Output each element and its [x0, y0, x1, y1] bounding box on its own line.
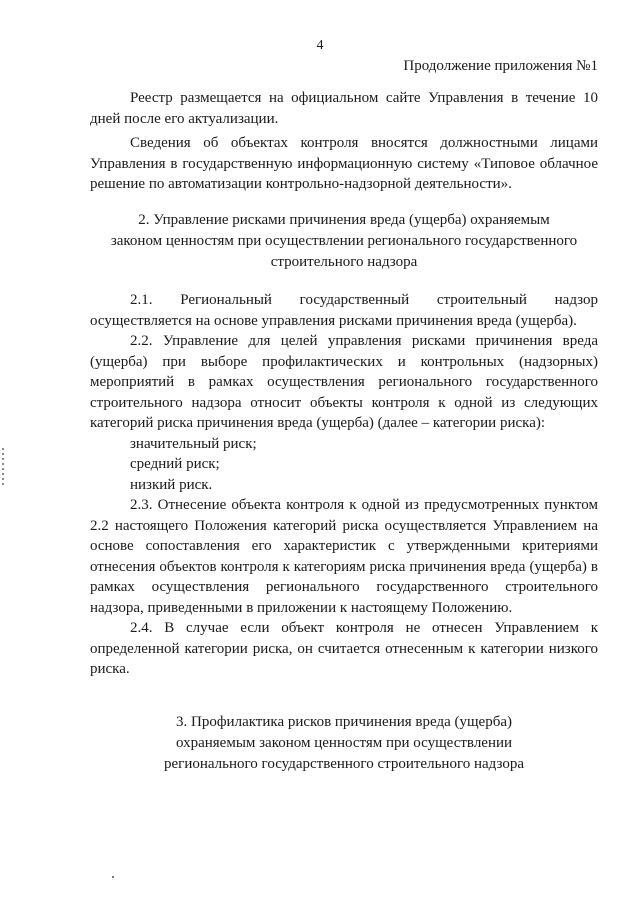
- risk-level-item: значительный риск;: [130, 435, 257, 452]
- page-number: 4: [316, 38, 324, 53]
- paragraph-2-1: 2.1. Региональный государственный строительный надзор осуществляется на основе управления рисками причинения вреда (ущерба).: [90, 292, 598, 329]
- paragraph-2-3: 2.3. Отнесение объекта контроля к одной из предусмотренных пунктом 2.2 настоящего Положения категорий риска осуществляется Управлением на основе сопоставления его характеристик с утвержденными критериями отнесения объектов контроля к категориям риска причинения вреда (ущерба) в рамках осуществления регионального государственного строительного надзора, приведенными в приложении к настоящему Положению.: [90, 497, 598, 616]
- section-2-heading-line: 2. Управление рисками причинения вреда (ущерба) охраняемым: [138, 212, 550, 228]
- section-3-heading-line: регионального государственного строительного надзора: [164, 756, 524, 772]
- scan-edge-mark: [2, 448, 4, 486]
- section-2-heading-line: строительного надзора: [270, 254, 418, 270]
- section-2-body: [90, 290, 598, 680]
- risk-level-item: низкий риск.: [130, 476, 213, 493]
- section-3-heading: [90, 712, 598, 775]
- scan-speck: [112, 876, 114, 878]
- section-3-heading-line: охраняемым законом ценностям при осуществлении: [175, 735, 513, 751]
- continuation-note: Продолжение приложения №1: [403, 58, 598, 74]
- paragraph-2-4: 2.4. В случае если объект контроля не отнесен Управлением к определенной категории риска, он считается отнесенным к категории низкого риска.: [90, 620, 598, 677]
- risk-level-item: средний риск;: [130, 456, 220, 472]
- section-3-heading-line: 3. Профилактика рисков причинения вреда (ущерба): [176, 714, 512, 730]
- intro-block: [90, 88, 598, 195]
- intro-paragraph-registry: Реестр размещается на официальном сайте Управления в течение 10 дней после его актуализации.: [90, 90, 598, 127]
- section-2-heading-line: законом ценностям при осуществлении регионального государственного: [110, 233, 578, 249]
- section-2-heading: [90, 210, 598, 273]
- paragraph-2-2: 2.2. Управление для целей управления рисками причинения вреда (ущерба) при выборе профилактических и контрольных (надзорных) мероприятий в рамках осуществления регионального государственного строительного надзора относит объекты контроля к одной из следующих категорий риска причинения вреда (ущерба) (далее – категории риска):: [90, 333, 598, 431]
- intro-paragraph-information-system: Сведения об объектах контроля вносятся должностными лицами Управления в государственную информационную систему «Типовое облачное решение по автоматизации контрольно-надзорной деятельности».: [90, 135, 598, 192]
